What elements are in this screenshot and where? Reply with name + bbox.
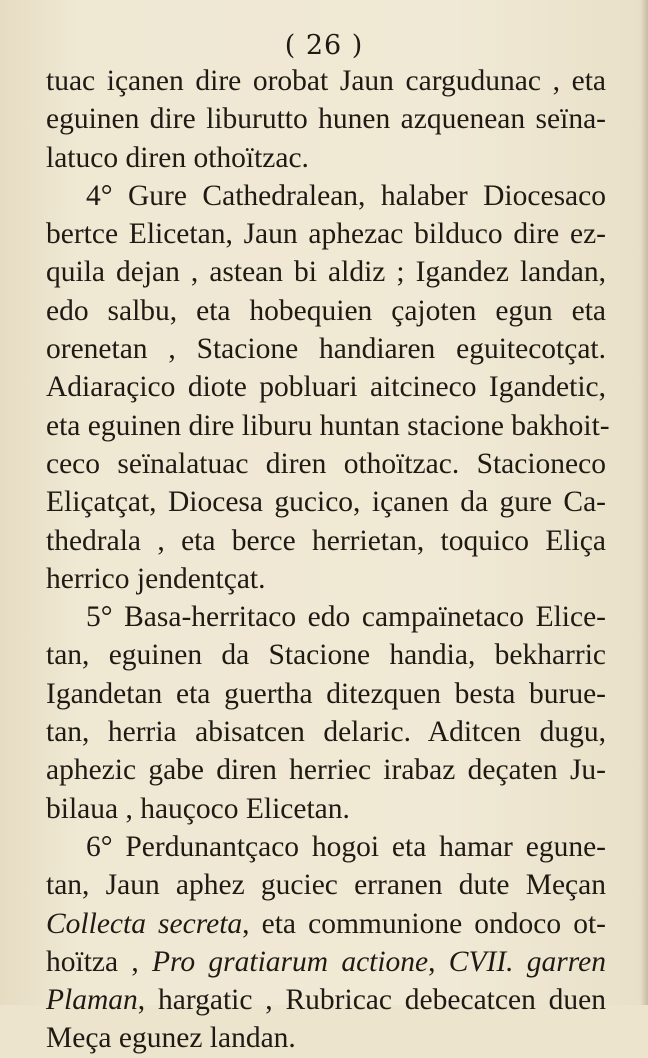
- text-line: quila dejan , astean bi aldiz ; Igandez landan,: [46, 256, 606, 289]
- text-line: bilaua , hauçoco Elicetan.: [46, 792, 350, 825]
- text-line: tuac içanen dire orobat Jaun cargudunac , eta: [46, 65, 606, 97]
- italic-phrase: Plaman: [46, 984, 138, 1017]
- text-line: Eliçatçat, Diocesa gucico, içanen da gure Ca-: [46, 486, 606, 519]
- text-line: eta eguinen dire liburu huntan stacione bakhoit-: [46, 409, 610, 442]
- text-line: orenetan , Stacione handiaren eguitecotçat.: [46, 333, 606, 366]
- text-line: [46, 981, 606, 1019]
- text-line: bertce Elicetan, Jaun aphezac bilduco dire ez-: [46, 218, 606, 251]
- italic-phrase: CVII. garren: [448, 945, 606, 978]
- text-run: hoïtza ,: [46, 945, 152, 978]
- text-run: ,: [428, 945, 449, 978]
- text-line: tan, eguinen da Stacione handia, bekharric: [46, 639, 606, 672]
- text-line: ceco seïnalatuac diren othoïtzac. Stacioneco: [46, 447, 606, 480]
- text-line: 6° Perdunantçaco hogoi eta hamar egune-: [86, 830, 606, 863]
- text-line: thedrala , eta berce herrietan, toquico Eliça: [46, 524, 606, 557]
- text-line: tan, herria abisatcen delaric. Aditcen dugu,: [46, 716, 606, 749]
- text-line: latuco diren othoïtzac.: [46, 141, 309, 174]
- text-line: 5° Basa-herritaco edo campaïnetaco Elice-: [86, 601, 606, 634]
- text-line: Igandetan eta guertha ditezquen besta burue-: [46, 677, 606, 710]
- text-line: [46, 943, 606, 981]
- text-line: herrico jendentçat.: [46, 562, 266, 595]
- text-run: , hargatic , Rubricac debecatcen duen: [137, 984, 606, 1017]
- text-line: aphezic gabe diren herriec irabaz deçaten Ju-: [46, 754, 606, 787]
- text-line: Adiaraçico diote pobluari aitcineco Igandetic,: [46, 371, 606, 404]
- text-line: tan, Jaun aphez guciec erranen dute Meçan: [46, 869, 606, 902]
- italic-phrase: Pro gratiarum actione: [151, 945, 429, 978]
- text-line: Meça egunez landan.: [46, 1022, 296, 1055]
- text-line: edo salbu, eta hobequien çajoten egun eta: [46, 294, 606, 327]
- text-run: , eta communione ondoco ot-: [242, 907, 606, 940]
- body-text: [46, 62, 610, 1058]
- italic-phrase: Collecta secreta: [46, 907, 243, 940]
- text-line: eguinen dire liburutto hunen azquenean seïna-: [46, 103, 606, 136]
- text-line: 4° Gure Cathedralean, halaber Diocesaco: [86, 179, 606, 212]
- page-edge-shadow: [640, 0, 648, 1005]
- page-number: ( 26 ): [284, 30, 364, 61]
- text-line: [46, 905, 606, 943]
